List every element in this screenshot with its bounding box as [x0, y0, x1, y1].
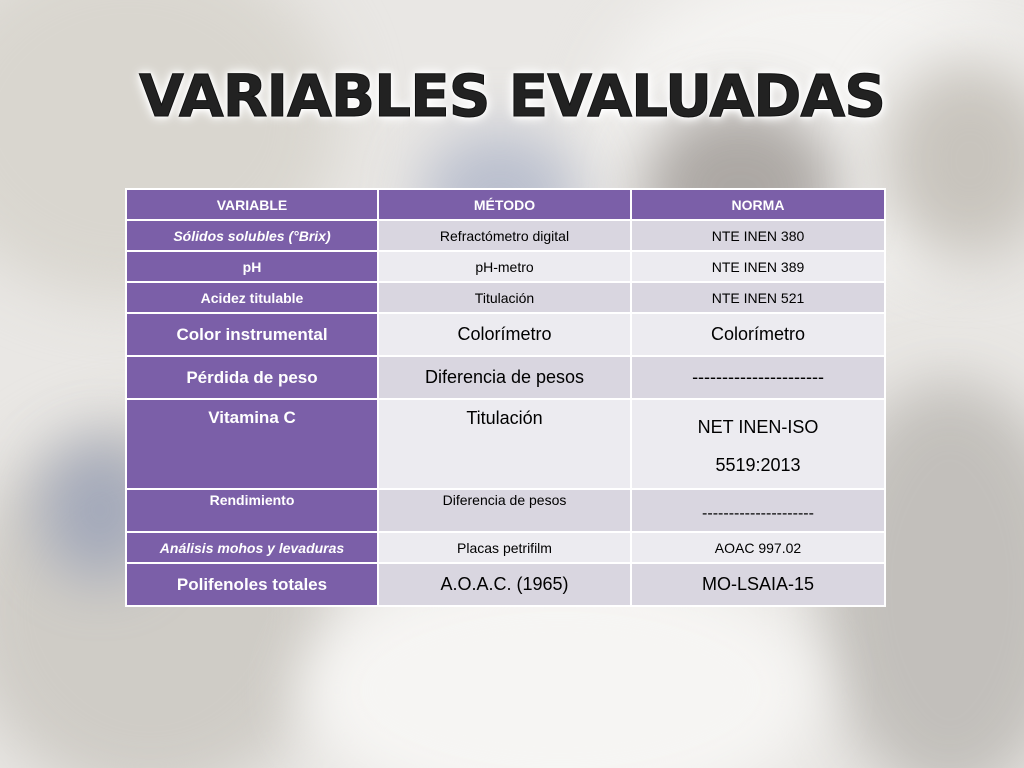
norma-cell: NTE INEN 389 — [631, 251, 885, 282]
metodo-cell: pH-metro — [378, 251, 631, 282]
table-row — [126, 563, 885, 606]
variable-cell: Análisis mohos y levaduras — [126, 532, 378, 563]
variables-table — [125, 188, 886, 607]
variable-cell: Color instrumental — [126, 313, 378, 356]
norma-cell: NTE INEN 380 — [631, 220, 885, 251]
table-row — [126, 251, 885, 282]
table-row — [126, 220, 885, 251]
metodo-cell: A.O.A.C. (1965) — [378, 563, 631, 606]
header-variable: VARIABLE — [126, 189, 378, 220]
norma-cell: Colorímetro — [631, 313, 885, 356]
header-metodo: MÉTODO — [378, 189, 631, 220]
slide-title: VARIABLES EVALUADAS — [138, 62, 886, 130]
variable-cell: Acidez titulable — [126, 282, 378, 313]
table-row — [126, 399, 885, 489]
norma-cell — [631, 399, 885, 489]
variable-cell: Pérdida de peso — [126, 356, 378, 399]
metodo-cell: Colorímetro — [378, 313, 631, 356]
metodo-cell: Refractómetro digital — [378, 220, 631, 251]
metodo-cell: Placas petrifilm — [378, 532, 631, 563]
variable-cell: Polifenoles totales — [126, 563, 378, 606]
table-row — [126, 356, 885, 399]
variable-cell: Rendimiento — [126, 489, 378, 532]
norma-cell: --------------------- — [631, 489, 885, 532]
metodo-cell: Diferencia de pesos — [378, 489, 631, 532]
table-header-row — [126, 189, 885, 220]
variable-cell: Sólidos solubles (°Brix) — [126, 220, 378, 251]
norma-cell: ---------------------- — [631, 356, 885, 399]
table-row — [126, 532, 885, 563]
variable-cell: pH — [126, 251, 378, 282]
norma-cell: AOAC 997.02 — [631, 532, 885, 563]
variable-cell: Vitamina C — [126, 399, 378, 489]
table-row — [126, 313, 885, 356]
metodo-cell: Titulación — [378, 399, 631, 489]
norma-cell: NTE INEN 521 — [631, 282, 885, 313]
norma-cell: MO-LSAIA-15 — [631, 563, 885, 606]
table-row — [126, 282, 885, 313]
header-norma: NORMA — [631, 189, 885, 220]
norma-line-1: NET INEN-ISO — [697, 417, 819, 437]
metodo-cell: Titulación — [378, 282, 631, 313]
norma-line-2: 5519:2013 — [715, 455, 801, 475]
table-row — [126, 489, 885, 532]
metodo-cell: Diferencia de pesos — [378, 356, 631, 399]
